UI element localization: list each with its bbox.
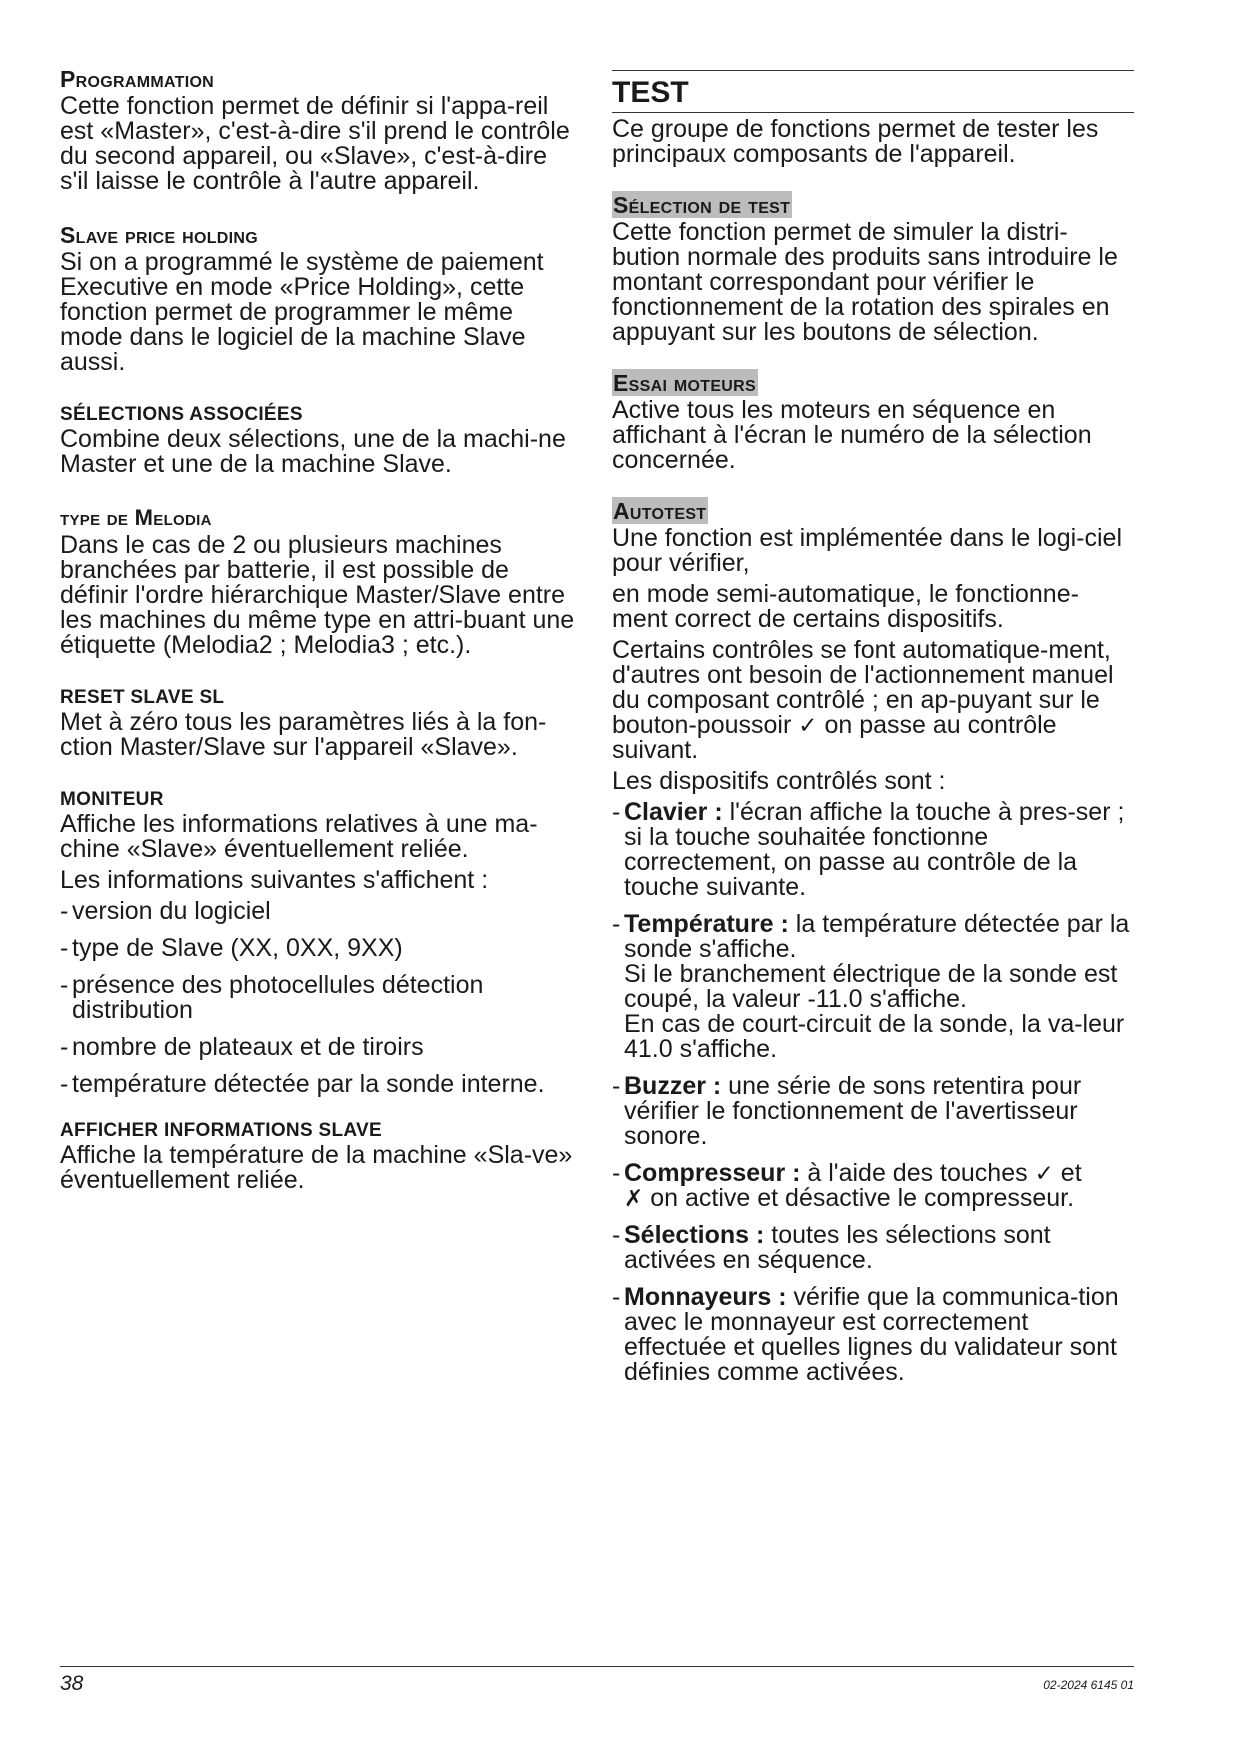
afficher-heading: AFFICHER INFORMATIONS SLAVE bbox=[60, 1120, 382, 1141]
test-header bbox=[612, 70, 1134, 113]
afficher-text: Affiche la température de la machine «Sla-ve» éventuellement reliée. bbox=[60, 1141, 573, 1194]
monnayeurs-text: vérifie que la communica-tion avec le monnayeur est correctement effectuée et quelles lignes du validateur sont définies comme activées. bbox=[624, 1283, 1119, 1386]
list-item: - nombre de plateaux et de tiroirs bbox=[60, 1035, 580, 1060]
essai-moteurs-section bbox=[612, 369, 1134, 473]
temperature-text2: Si le branchement électrique de la sonde est coupé, la valeur -11.0 s'affiche. bbox=[624, 960, 1118, 1013]
slave-price-section bbox=[60, 222, 580, 375]
selections-associees-heading: SÉLECTIONS ASSOCIÉES bbox=[60, 404, 303, 425]
autotest-p4: Les dispositifs contrôlés sont : bbox=[612, 767, 946, 795]
page-number: 38 bbox=[60, 1672, 84, 1695]
type-melodia-heading: type de Melodia bbox=[60, 505, 212, 530]
test-intro-section bbox=[612, 117, 1134, 167]
list-item: - température détectée par la sonde interne. bbox=[60, 1072, 580, 1097]
compresseur-text1: à l'aide des touches bbox=[800, 1159, 1028, 1187]
right-column bbox=[612, 70, 1134, 1409]
moniteur-heading: MONITEUR bbox=[60, 789, 164, 810]
selections-associees-section bbox=[60, 403, 580, 477]
list-item bbox=[612, 1223, 1134, 1273]
selections-text: toutes les sélections sont activées en séquence. bbox=[624, 1221, 1051, 1274]
autotest-p1: Une fonction est implémentée dans le logi-ciel pour vérifier, bbox=[612, 524, 1122, 577]
reset-slave-section bbox=[60, 686, 580, 760]
slave-price-text: Si on a programmé le système de paiement Executive en mode «Price Holding», cette fonction permet de programmer le même mode dans le logiciel de la machine Slave aussi. bbox=[60, 248, 544, 376]
check-icon: ✓ bbox=[1034, 1160, 1054, 1186]
selection-test-heading bbox=[612, 191, 1134, 218]
compresseur-text2: et bbox=[1060, 1159, 1082, 1187]
programmation-section bbox=[60, 66, 580, 194]
autotest-heading bbox=[612, 497, 1134, 524]
moniteur-list bbox=[60, 899, 580, 1097]
autotest-p2: en mode semi-automatique, le fonctionne-ment correct de certains dispositifs. bbox=[612, 580, 1079, 633]
temperature-text: la température détectée par la sonde s'affiche. bbox=[624, 910, 1130, 963]
compresseur-text3: on active et désactive le compresseur. bbox=[650, 1184, 1075, 1212]
type-melodia-text: Dans le cas de 2 ou plusieurs machines branchées par batterie, il est possible de définir l'ordre hiérarchique Master/Slave entre les machines du même type en attri-buant une étiquette (Melodia2 ; Melodia3 ; etc.). bbox=[60, 531, 575, 659]
selection-test-section bbox=[612, 191, 1134, 345]
clavier-text: l'écran affiche la touche à pres-ser ; si la touche souhaitée fonctionne correctement, on passe au contrôle de la touche suivante. bbox=[624, 798, 1125, 901]
buzzer-label: Buzzer : bbox=[624, 1072, 722, 1100]
monnayeurs-label: Monnayeurs : bbox=[624, 1283, 787, 1311]
autotest-list bbox=[612, 800, 1134, 1385]
list-item bbox=[612, 912, 1134, 1062]
selection-test-text: Cette fonction permet de simuler la distri-bution normale des produits sans introduire le montant correspondant pour vérifier le fonctionnement de la rotation des spirales en appuyant sur les boutons de sélection. bbox=[612, 218, 1118, 346]
footer-divider bbox=[60, 1666, 1134, 1667]
document-code: 02-2024 6145 01 bbox=[1043, 1678, 1134, 1692]
list-item bbox=[612, 800, 1134, 900]
essai-moteurs-heading bbox=[612, 369, 1134, 396]
list-item: - présence des photocellules détection distribution bbox=[60, 973, 580, 1023]
programmation-text: Cette fonction permet de définir si l'appa-reil est «Master», c'est-à-dire s'il prend le contrôle du second appareil, ou «Slave», c'est-à-dire s'il laisse le contrôle à l'autre appareil. bbox=[60, 92, 570, 195]
list-item bbox=[612, 1285, 1134, 1385]
autotest-p3a: Certains contrôles se font automatique-ment, d'autres ont besoin de l'actionnement manuel du composant contrôlé ; en ap-puyant sur le bouton-poussoir bbox=[612, 636, 1114, 739]
moniteur-text: Affiche les informations relatives à une ma-chine «Slave» éventuellement reliée. bbox=[60, 810, 538, 863]
selections-label: Sélections : bbox=[624, 1221, 765, 1249]
cross-icon: ✗ bbox=[624, 1185, 644, 1211]
list-item: - version du logiciel bbox=[60, 899, 580, 924]
autotest-p3b: on passe au contrôle suivant. bbox=[612, 711, 1057, 764]
buzzer-text: une série de sons retentira pour vérifier le fonctionnement de l'avertisseur sonore. bbox=[624, 1072, 1082, 1150]
list-item: - type de Slave (XX, 0XX, 9XX) bbox=[60, 936, 580, 961]
selections-associees-text: Combine deux sélections, une de la machi-ne Master et une de la machine Slave. bbox=[60, 425, 566, 478]
programmation-heading: Programmation bbox=[60, 66, 215, 92]
moniteur-text2: Les informations suivantes s'affichent : bbox=[60, 866, 489, 894]
autotest-section bbox=[612, 497, 1134, 1385]
selection-test-highlight: Sélection de test bbox=[613, 192, 791, 218]
autotest-p3 bbox=[612, 638, 1134, 763]
reset-slave-text: Met à zéro tous les paramètres liés à la fon-ction Master/Slave sur l'appareil «Slave». bbox=[60, 708, 547, 761]
moniteur-section bbox=[60, 788, 580, 1097]
essai-moteurs-text: Active tous les moteurs en séquence en affichant à l'écran le numéro de la sélection concernée. bbox=[612, 396, 1092, 474]
list-item bbox=[612, 1161, 1134, 1211]
clavier-label: Clavier : bbox=[624, 798, 723, 826]
slave-price-heading: Slave price holding bbox=[60, 222, 258, 248]
afficher-section bbox=[60, 1119, 580, 1193]
autotest-highlight: Autotest bbox=[613, 498, 707, 524]
type-melodia-section bbox=[60, 505, 580, 658]
check-icon: ✓ bbox=[798, 712, 818, 738]
temperature-label: Température : bbox=[624, 910, 789, 938]
test-title: TEST bbox=[612, 76, 689, 109]
essai-moteurs-highlight: Essai moteurs bbox=[613, 370, 756, 396]
temperature-text3: En cas de court-circuit de la sonde, la va-leur 41.0 s'affiche. bbox=[624, 1010, 1125, 1063]
test-intro-text: Ce groupe de fonctions permet de tester les principaux composants de l'appareil. bbox=[612, 115, 1099, 168]
compresseur-label: Compresseur : bbox=[624, 1159, 801, 1187]
list-item bbox=[612, 1074, 1134, 1149]
reset-slave-heading: RESET SLAVE SL bbox=[60, 687, 225, 708]
left-column bbox=[60, 66, 580, 1221]
